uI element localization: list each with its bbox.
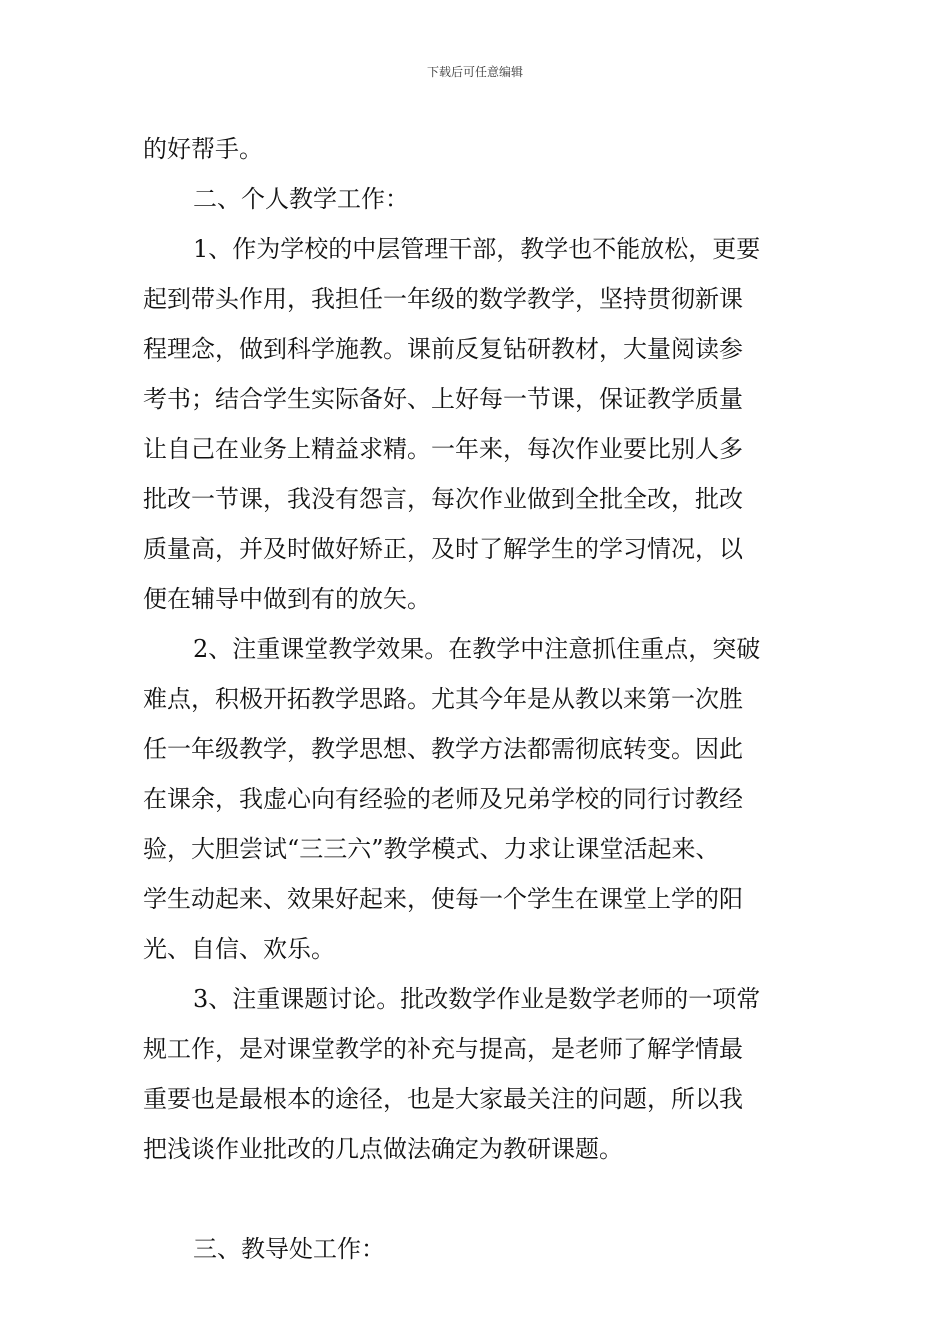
text-line: 验，大胆尝试“三三六”教学模式、力求让课堂活起来、 [143,835,720,863]
document-body [143,124,807,1274]
text-line: 考书；结合学生实际备好、上好每一节课，保证教学质量 [143,385,743,413]
text-line: 让自己在业务上精益求精。一年来，每次作业要比别人多 [143,435,743,463]
text-line: 2、注重课堂教学效果。在教学中注意抓住重点，突破 [193,635,761,663]
text-line: 便在辅导中做到有的放矢。 [143,585,431,613]
text-line: 程理念，做到科学施教。课前反复钻研教材，大量阅读参 [143,335,743,363]
section-heading-3: 三、教导处工作： [193,1235,385,1263]
text-line: 起到带头作用，我担任一年级的数学教学，坚持贯彻新课 [143,285,743,313]
text-line: 1、作为学校的中层管理干部，教学也不能放松，更要 [193,235,761,263]
text-line: 在课余，我虚心向有经验的老师及兄弟学校的同行讨教经 [143,785,743,813]
text-line: 的好帮手。 [143,135,263,163]
text-line: 任一年级教学，教学思想、教学方法都需彻底转变。因此 [143,735,743,763]
text-line: 3、注重课题讨论。批改数学作业是数学老师的一项常 [193,985,761,1013]
text-line: 光、自信、欢乐。 [143,935,335,963]
section-heading-2: 二、个人教学工作： [193,185,409,213]
paragraph-gap [143,1174,807,1224]
text-line: 学生动起来、效果好起来，使每一个学生在课堂上学的阳 [143,885,743,913]
text-line: 质量高，并及时做好矫正，及时了解学生的学习情况，以 [143,535,743,563]
text-line: 把浅谈作业批改的几点做法确定为教研课题。 [143,1135,623,1163]
text-line: 批改一节课，我没有怨言，每次作业做到全批全改，批改 [143,485,743,513]
text-line: 难点，积极开拓教学思路。尤其今年是从教以来第一次胜 [143,685,743,713]
text-line: 规工作，是对课堂教学的补充与提高，是老师了解学情最 [143,1035,743,1063]
text-line: 重要也是最根本的途径，也是大家最关注的问题，所以我 [143,1085,743,1113]
page-header-note: 下载后可任意编辑 [426,65,523,79]
